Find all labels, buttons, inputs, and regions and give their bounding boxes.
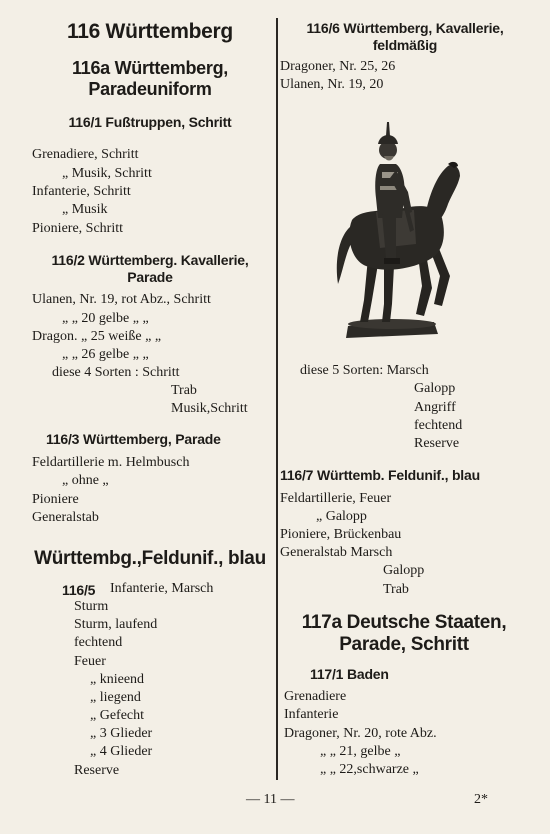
list-item: Generalstab <box>32 510 99 525</box>
list-item: Trab <box>171 383 197 398</box>
list-item: Feldartillerie, Feuer <box>280 491 392 506</box>
list-item: Dragon. „ 25 weiße „ „ <box>32 329 162 344</box>
list-item: Ulanen, Nr. 19, 20 <box>280 77 384 92</box>
list-item: „ liegend <box>90 690 141 705</box>
list-item: Reserve <box>414 436 460 451</box>
list-item: diese 4 Sorten : Schritt <box>52 365 180 380</box>
list-item: „ Galopp <box>316 509 367 524</box>
list-item: „ 3 Glieder <box>90 726 153 741</box>
list-item: Ulanen, Nr. 19, rot Abz., Schritt <box>32 292 211 307</box>
list-item: Pioniere, Schritt <box>32 221 123 236</box>
section-116-6-heading: 116/6 Württemberg, Kavallerie, feldmäßig <box>306 20 504 53</box>
list-item: Feuer <box>74 654 106 669</box>
section-116-2-heading: 116/2 Württemberg. Kavallerie, Parade <box>51 252 249 285</box>
list-item: Musik,Schritt <box>171 401 248 416</box>
column-divider <box>276 18 278 780</box>
list-item: Feldartillerie m. Helmbusch <box>32 455 190 470</box>
list-item: „ 4 Glieder <box>90 744 153 759</box>
section-117-1-heading: 117/1 Baden <box>310 666 389 682</box>
list-item: „ Musik <box>62 202 108 217</box>
mounted-cavalry-figure-icon <box>326 108 462 348</box>
section-116a-heading: 116a Württemberg, Paradeuniform <box>72 58 228 99</box>
list-item: „ „ 20 gelbe „ „ <box>62 311 149 326</box>
list-item: Galopp <box>414 381 456 396</box>
list-item: Infanterie, Schritt <box>32 184 131 199</box>
list-item: fechtend <box>74 635 123 650</box>
section-117a-heading: 117a Deutsche Staaten, Parade, Schritt <box>301 612 507 655</box>
list-item: „ „ 26 gelbe „ „ <box>62 347 149 362</box>
list-item: Pioniere, Brückenbau <box>280 527 402 542</box>
list-item: Grenadiere <box>284 689 347 704</box>
list-item: diese 5 Sorten: Marsch <box>300 363 429 378</box>
list-item: „ Gefecht <box>90 708 145 723</box>
list-item: „ „ 22,schwarze „ <box>320 762 419 777</box>
section-feldunif-heading: Württembg.,Feldunif., blau <box>34 548 266 569</box>
list-item: Sturm <box>74 599 109 614</box>
list-item: „ ohne „ <box>62 473 109 488</box>
list-item: „ knieend <box>90 672 145 687</box>
section-116-5-heading: 116/5 <box>62 582 96 598</box>
section-116-7-heading: 116/7 Württemb. Feldunif., blau <box>280 467 480 483</box>
section-116-1-heading: 116/1 Fußtruppen, Schritt <box>68 114 232 130</box>
section-116-3-heading: 116/3 Württemberg, Parade <box>46 431 221 447</box>
list-item: „ Musik, Schritt <box>62 166 152 181</box>
signature-mark: 2* <box>474 792 488 807</box>
left-column <box>32 14 268 131</box>
list-item: Infanterie, Marsch <box>110 581 214 596</box>
list-item: Dragoner, Nr. 20, rote Abz. <box>284 726 437 741</box>
list-item: Grenadiere, Schritt <box>32 147 139 162</box>
page-number: — 11 — <box>246 792 295 807</box>
list-item: Sturm, laufend <box>74 617 158 632</box>
list-item: Dragoner, Nr. 25, 26 <box>280 59 396 74</box>
list-item: Pioniere <box>32 492 79 507</box>
list-item: Trab <box>383 582 409 597</box>
list-item: Generalstab Marsch <box>280 545 393 560</box>
page-title: 116 Württemberg <box>67 20 233 43</box>
list-item: „ „ 21, gelbe „ <box>320 744 401 759</box>
list-item: Reserve <box>74 763 120 778</box>
list-item: Infanterie <box>284 707 339 722</box>
list-item: Galopp <box>383 563 425 578</box>
list-item: Angriff <box>414 400 456 415</box>
list-item: fechtend <box>414 418 463 433</box>
